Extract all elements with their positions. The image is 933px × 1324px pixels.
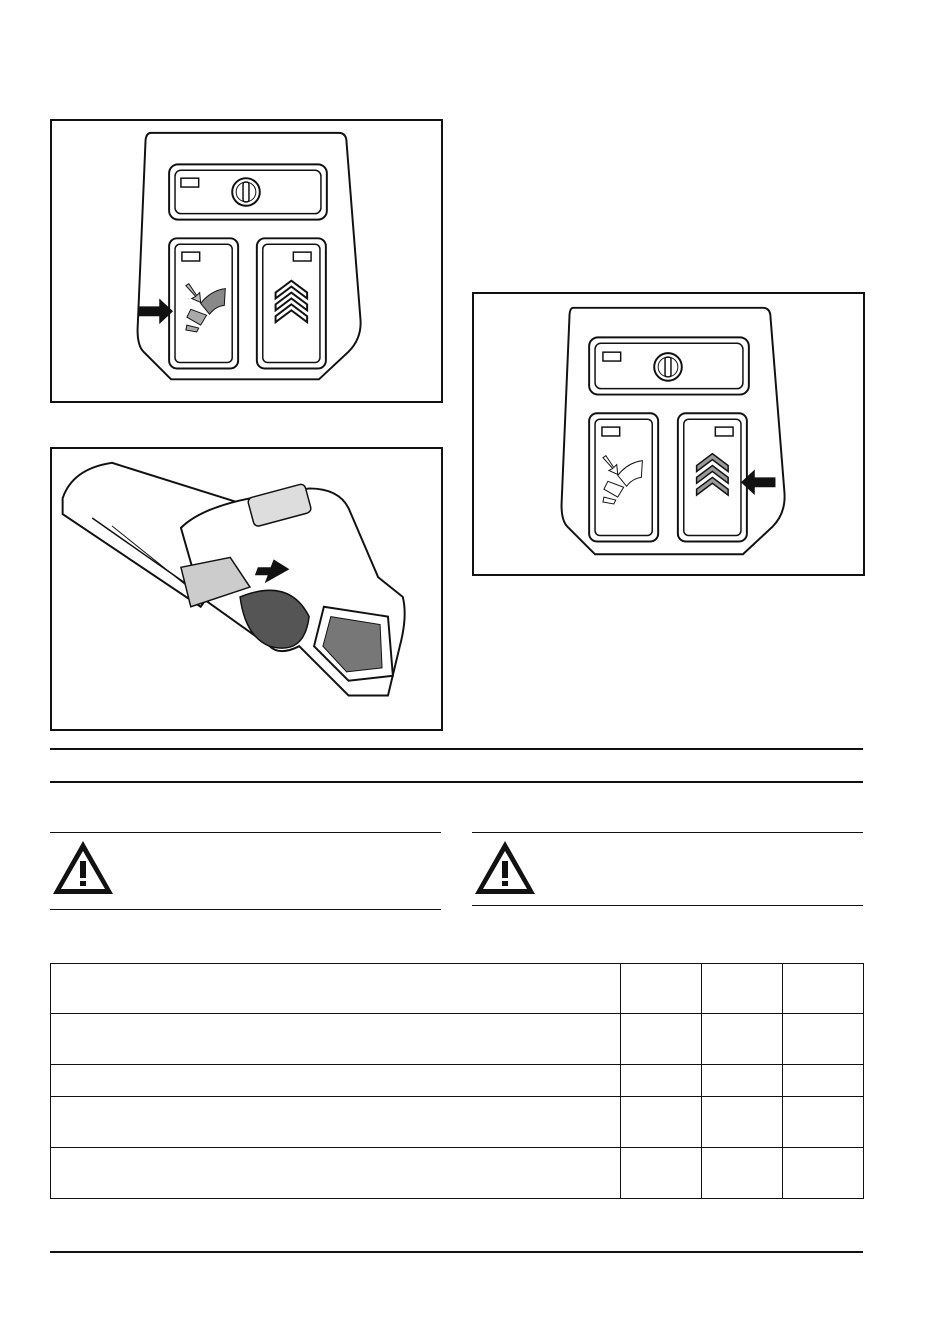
- table-row: [51, 1014, 864, 1065]
- table-cell: [51, 964, 621, 1014]
- table-cell: [702, 1014, 783, 1065]
- table-row: [51, 1065, 864, 1097]
- table-cell: [51, 1097, 621, 1148]
- blower-illustration: [52, 449, 441, 729]
- control-panel-illustration: [52, 121, 441, 401]
- figure-control-panel-boost: [50, 119, 443, 403]
- table-cell: [621, 1014, 702, 1065]
- warning-left-rule-bottom: [50, 909, 441, 910]
- warning-right: [472, 838, 863, 904]
- table-cell: [51, 1014, 621, 1065]
- table-cell: [702, 1065, 783, 1097]
- control-panel-illustration: [474, 294, 863, 574]
- table-cell: [51, 1065, 621, 1097]
- table-cell: [783, 1148, 864, 1199]
- boost-icon: [603, 456, 642, 504]
- table-cell: [783, 1065, 864, 1097]
- table-cell: [51, 1148, 621, 1199]
- section-rule-top: [50, 748, 863, 750]
- pointer-arrow-icon: [139, 298, 174, 324]
- warning-right-rule-top: [472, 832, 863, 833]
- table-header-row: [51, 964, 864, 1014]
- warning-left: [50, 838, 441, 904]
- boost-icon: [186, 284, 225, 332]
- warning-left-rule-top: [50, 832, 441, 833]
- figure-control-panel-speed: [472, 292, 865, 576]
- figure-blower: [50, 447, 443, 731]
- table-cell: [783, 1014, 864, 1065]
- warning-right-rule-bottom: [472, 905, 863, 906]
- table-cell: [621, 1148, 702, 1199]
- table-row: [51, 1097, 864, 1148]
- table-cell: [621, 964, 702, 1014]
- table-row: [51, 1148, 864, 1199]
- table-cell: [702, 1148, 783, 1199]
- speed-chevrons-icon: [697, 454, 729, 495]
- table-cell: [621, 1065, 702, 1097]
- table-cell: [702, 964, 783, 1014]
- table-cell: [702, 1097, 783, 1148]
- warning-triangle-icon: [472, 838, 538, 898]
- table-cell: [783, 964, 864, 1014]
- warning-triangle-icon: [50, 838, 116, 898]
- section-rule-bottom: [50, 781, 863, 783]
- maintenance-table: [50, 963, 864, 1199]
- speed-chevrons-icon: [276, 281, 308, 322]
- table-cell: [621, 1097, 702, 1148]
- footer-rule: [50, 1251, 863, 1253]
- table-cell: [783, 1097, 864, 1148]
